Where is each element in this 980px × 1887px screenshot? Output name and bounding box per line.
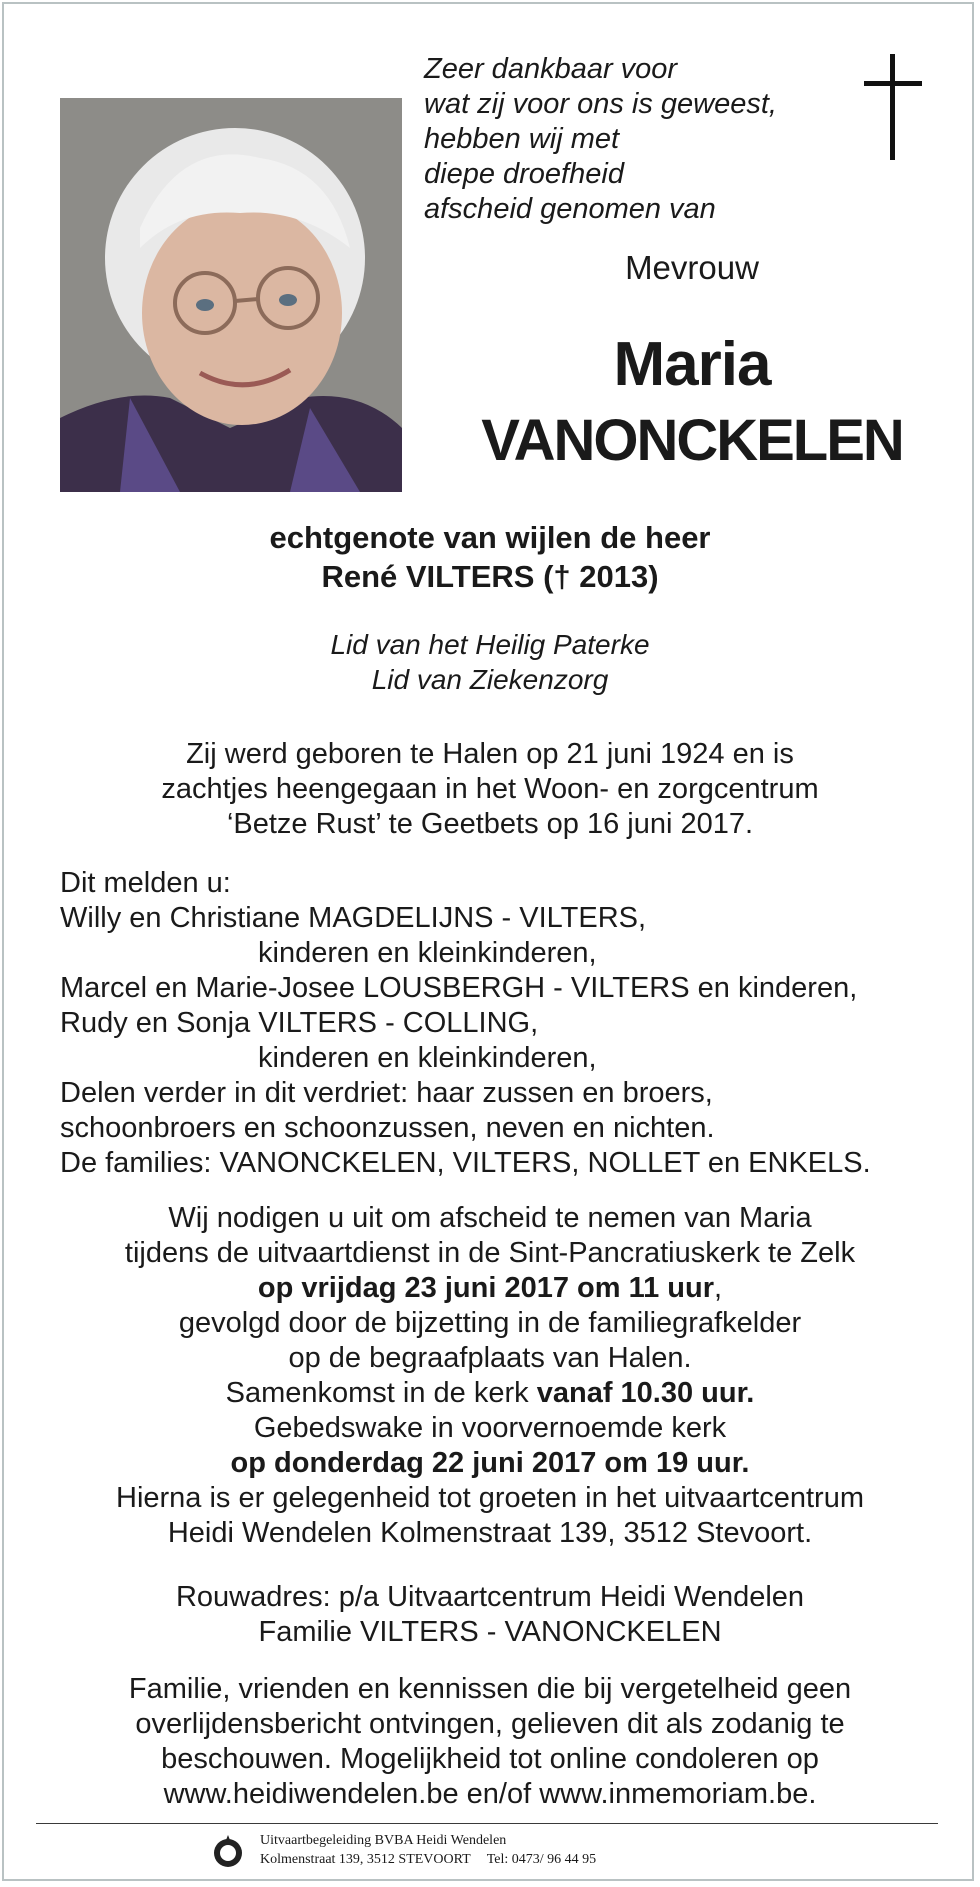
service-date-line [30,1271,950,1306]
closing-line: overlijdensbericht ontvingen, gelieven dit als zodanig te [135,1708,845,1740]
memberships [30,627,950,697]
intro-line: afscheid genomen van [424,193,716,225]
footer-company: Uitvaartbegeleiding BVBA Heidi Wendelen [260,1833,507,1848]
footer-divider [36,1823,938,1824]
invite-line: Gebedswake in voorvernoemde kerk [253,1412,727,1444]
announce-line: kinderen en kleinkinderen, [258,1042,597,1074]
invite-line: op de begraafplaats van Halen. [288,1342,692,1374]
mourning-address [30,1580,950,1650]
invite-line: tijdens de uitvaartdienst in de Sint-Pancratiuskerk te Zelk [124,1237,856,1269]
funeral-home-logo-icon [210,1833,246,1869]
vigil-date-line [30,1446,950,1481]
service-date: op vrijdag 23 juni 2017 om 11 uur [257,1272,715,1304]
invite-line: Hierna is er gelegenheid tot groeten in het uitvaartcentrum [116,1482,864,1514]
closing-line: www.heidiwendelen.be en/of www.inmemoriam.be. [163,1778,817,1810]
family-announcement [60,866,960,1181]
deceased-first-name: Maria [613,330,771,399]
spouse-line: René VILTERS († 2013) [321,559,659,594]
closing-line: beschouwen. Mogelijkheid tot online condoleren op [161,1743,819,1775]
invite-line: Wij nodigen u uit om afscheid te nemen van Maria [168,1202,812,1234]
birth-line: zachtjes heengegaan in het Woon- en zorgcentrum [161,773,819,805]
birth-line: ‘Betze Rust’ te Geetbets op 16 juni 2017. [226,808,754,840]
intro-text [424,52,824,227]
closing-note [30,1672,950,1812]
announce-line: De families: VANONCKELEN, VILTERS, NOLLET en ENKELS. [60,1147,871,1179]
intro-line: hebben wij met [424,123,620,155]
invite-line: gevolgd door de bijzetting in de familiegrafkelder [178,1307,802,1339]
honorific: Mevrouw [625,249,759,286]
meeting-time: vanaf 10.30 uur. [536,1377,755,1409]
footer-text [260,1831,596,1869]
closing-line: Familie, vrienden en kennissen die bij vergetelheid geen [128,1673,852,1705]
membership-line: Lid van Ziekenzorg [371,664,609,695]
announce-line: schoonbroers en schoonzussen, neven en nichten. [60,1112,715,1144]
address-line: Rouwadres: p/a Uitvaartcentrum Heidi Wendelen [175,1581,805,1613]
spouse-section [30,518,950,596]
footer-address: Kolmenstraat 139, 3512 STEVOORT [260,1852,471,1867]
deceased-last-name: VANONCKELEN [481,408,903,473]
spouse-line: echtgenote van wijlen de heer [269,520,711,555]
intro-line: diepe droefheid [424,158,624,190]
announce-line: Dit melden u: [60,867,231,899]
address-line: Familie VILTERS - VANONCKELEN [258,1616,722,1648]
birth-line: Zij werd geboren te Halen op 21 juni 1924 en is [186,738,794,770]
funeral-home-footer [210,1829,730,1879]
announce-line: Marcel en Marie-Josee LOUSBERGH - VILTERS en kinderen, [60,972,858,1004]
funeral-invitation [30,1201,950,1551]
portrait-photo [60,98,402,492]
announce-line: Willy en Christiane MAGDELIJNS - VILTERS, [60,902,647,934]
invite-line: Heidi Wendelen Kolmenstraat 139, 3512 Stevoort. [167,1517,813,1549]
intro-line: Zeer dankbaar voor [424,53,678,85]
service-date-suffix: , [714,1272,723,1304]
meeting-prefix: Samenkomst in de kerk [225,1377,537,1409]
footer-phone: Tel: 0473/ 96 44 95 [486,1852,597,1867]
announce-line: kinderen en kleinkinderen, [258,937,597,969]
cross-icon [864,54,922,160]
footer-contact [260,1850,596,1869]
membership-line: Lid van het Heilig Paterke [330,629,650,660]
vigil-date: op donderdag 22 juni 2017 om 19 uur. [230,1447,750,1479]
announce-line: Delen verder in dit verdriet: haar zussen en broers, [60,1077,713,1109]
birth-death-info [30,737,950,842]
meeting-line [30,1376,950,1411]
announce-line: Rudy en Sonja VILTERS - COLLING, [60,1007,539,1039]
intro-line: wat zij voor ons is geweest, [424,88,777,120]
